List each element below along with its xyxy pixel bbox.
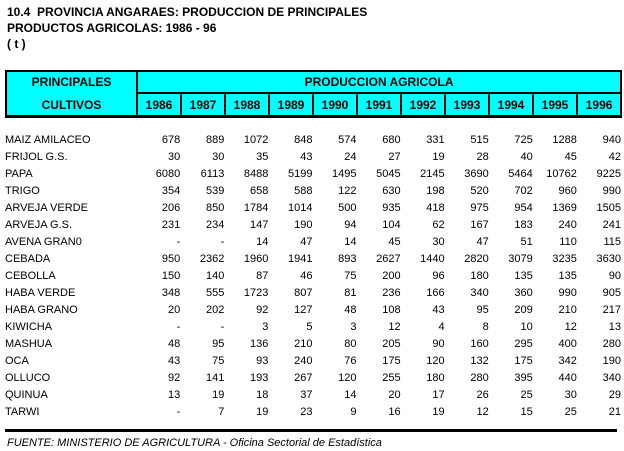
table-row bbox=[5, 302, 621, 319]
value-cell: 1723 bbox=[243, 287, 269, 299]
table-row bbox=[5, 166, 621, 183]
row-label: OCA bbox=[5, 355, 29, 367]
value-cell: 8 bbox=[482, 321, 489, 333]
value-cell: 400 bbox=[558, 338, 577, 350]
value-cell: 960 bbox=[558, 185, 577, 197]
value-cell: 209 bbox=[514, 304, 533, 316]
value-cell: 2145 bbox=[420, 168, 445, 180]
value-cell: 43 bbox=[300, 151, 313, 163]
row-label: QUINUA bbox=[5, 389, 48, 401]
value-cell: 893 bbox=[338, 253, 357, 265]
value-cell: 202 bbox=[205, 304, 225, 316]
value-cell: 12 bbox=[388, 321, 401, 333]
value-cell: 25 bbox=[564, 406, 577, 418]
value-cell: 24 bbox=[344, 151, 357, 163]
value-cell: 3 bbox=[262, 321, 269, 333]
value-cell: 348 bbox=[161, 287, 181, 299]
value-cell: 210 bbox=[294, 338, 313, 350]
value-cell: 574 bbox=[338, 134, 357, 146]
year-header: 1993 bbox=[445, 93, 489, 116]
row-label: HABA VERDE bbox=[5, 287, 76, 299]
title-line-2: PRODUCTOS AGRICOLAS: 1986 - 96 bbox=[7, 21, 217, 35]
row-label: FRIJOL G.S. bbox=[5, 151, 68, 163]
value-cell: 360 bbox=[514, 287, 533, 299]
value-cell: 6080 bbox=[155, 168, 181, 180]
value-cell: 45 bbox=[388, 236, 401, 248]
value-cell: 180 bbox=[470, 270, 489, 282]
value-cell: 115 bbox=[603, 236, 621, 248]
value-cell: 20 bbox=[168, 304, 181, 316]
value-cell: 539 bbox=[205, 185, 225, 197]
value-cell: 702 bbox=[514, 185, 533, 197]
value-cell: 8488 bbox=[243, 168, 269, 180]
value-cell: 19 bbox=[212, 389, 225, 401]
value-cell: 1495 bbox=[332, 168, 357, 180]
footer-divider bbox=[5, 429, 617, 432]
value-cell: 500 bbox=[338, 202, 357, 214]
value-cell: 342 bbox=[558, 355, 577, 367]
value-cell: 236 bbox=[382, 287, 401, 299]
source-note: FUENTE: MINISTERIO DE AGRICULTURA - Oficina Sectorial de Estadística bbox=[7, 437, 382, 449]
value-cell: 30 bbox=[564, 389, 577, 401]
value-cell: 240 bbox=[558, 219, 577, 231]
year-header: 1990 bbox=[313, 93, 357, 116]
value-cell: 210 bbox=[558, 304, 577, 316]
value-cell: 1960 bbox=[243, 253, 269, 265]
value-cell: 19 bbox=[432, 151, 445, 163]
value-cell: 51 bbox=[520, 236, 533, 248]
value-cell: 725 bbox=[514, 134, 533, 146]
value-cell: 850 bbox=[205, 202, 225, 214]
row-label: CEBOLLA bbox=[5, 270, 56, 282]
value-cell: 10762 bbox=[546, 168, 577, 180]
value-cell: 14 bbox=[256, 236, 269, 248]
value-cell: 27 bbox=[388, 151, 401, 163]
value-cell: - bbox=[176, 236, 181, 248]
table-row bbox=[5, 404, 621, 421]
value-cell: 440 bbox=[558, 372, 577, 384]
value-cell: 848 bbox=[294, 134, 313, 146]
value-cell: 889 bbox=[205, 134, 225, 146]
value-cell: 17 bbox=[432, 389, 445, 401]
row-label: TARWI bbox=[5, 406, 40, 418]
table-row bbox=[5, 217, 621, 234]
year-header: 1989 bbox=[269, 93, 313, 116]
value-cell: 16 bbox=[388, 406, 401, 418]
value-cell: 183 bbox=[514, 219, 533, 231]
value-cell: 340 bbox=[470, 287, 489, 299]
value-cell: 28 bbox=[476, 151, 489, 163]
value-cell: 190 bbox=[602, 355, 621, 367]
row-label: KIWICHA bbox=[5, 321, 53, 333]
year-header: 1987 bbox=[181, 93, 225, 116]
table-row bbox=[5, 319, 621, 336]
value-cell: 680 bbox=[382, 134, 401, 146]
value-cell: 267 bbox=[294, 372, 313, 384]
table-row bbox=[5, 183, 621, 200]
value-cell: 21 bbox=[608, 406, 621, 418]
value-cell: 25 bbox=[520, 389, 533, 401]
value-cell: 48 bbox=[344, 304, 357, 316]
value-cell: 990 bbox=[558, 287, 577, 299]
value-cell: 975 bbox=[470, 202, 489, 214]
row-label: MASHUA bbox=[5, 338, 53, 350]
value-cell: 166 bbox=[426, 287, 445, 299]
value-cell: 150 bbox=[161, 270, 181, 282]
value-cell: 75 bbox=[212, 355, 225, 367]
value-cell: 13 bbox=[168, 389, 181, 401]
value-cell: 1941 bbox=[287, 253, 313, 265]
value-cell: 990 bbox=[602, 185, 621, 197]
value-cell: 5045 bbox=[376, 168, 401, 180]
value-cell: 160 bbox=[470, 338, 489, 350]
year-header: 1988 bbox=[225, 93, 269, 116]
value-cell: 3235 bbox=[552, 253, 577, 265]
value-cell: 9 bbox=[350, 406, 357, 418]
value-cell: 935 bbox=[382, 202, 401, 214]
year-header: 1995 bbox=[533, 93, 577, 116]
value-cell: 9225 bbox=[596, 168, 621, 180]
value-cell: 120 bbox=[338, 372, 357, 384]
production-table bbox=[5, 70, 621, 449]
value-cell: 295 bbox=[514, 338, 533, 350]
value-cell: 520 bbox=[470, 185, 489, 197]
value-cell: 47 bbox=[300, 236, 313, 248]
table-row bbox=[5, 149, 621, 166]
row-label: ARVEJA VERDE bbox=[5, 202, 88, 214]
value-cell: 1014 bbox=[287, 202, 313, 214]
value-cell: 3690 bbox=[464, 168, 489, 180]
value-cell: 30 bbox=[432, 236, 445, 248]
table-row bbox=[5, 285, 621, 302]
value-cell: 198 bbox=[426, 185, 445, 197]
value-cell: 515 bbox=[470, 134, 489, 146]
value-cell: 241 bbox=[602, 219, 621, 231]
value-cell: 193 bbox=[250, 372, 269, 384]
value-cell: 3 bbox=[350, 321, 357, 333]
table-row bbox=[5, 234, 621, 251]
value-cell: 135 bbox=[514, 270, 533, 282]
value-cell: - bbox=[176, 406, 181, 418]
value-cell: 140 bbox=[205, 270, 225, 282]
value-cell: 90 bbox=[432, 338, 445, 350]
value-cell: 5199 bbox=[287, 168, 313, 180]
value-cell: 135 bbox=[558, 270, 577, 282]
table-row bbox=[5, 336, 621, 353]
value-cell: 10 bbox=[520, 321, 533, 333]
value-cell: 3079 bbox=[508, 253, 533, 265]
table-row bbox=[5, 251, 621, 268]
value-cell: 905 bbox=[602, 287, 621, 299]
value-cell: 3630 bbox=[596, 253, 621, 265]
year-header: 1996 bbox=[577, 93, 621, 116]
row-label: TRIGO bbox=[5, 185, 40, 197]
value-cell: 94 bbox=[344, 219, 357, 231]
table-body bbox=[5, 132, 621, 421]
corner-line-1: PRINCIPALES bbox=[31, 75, 112, 89]
value-cell: 90 bbox=[608, 270, 621, 282]
value-cell: 147 bbox=[250, 219, 269, 231]
value-cell: 141 bbox=[205, 372, 225, 384]
title-line-3: ( t ) bbox=[7, 37, 26, 51]
value-cell: 280 bbox=[470, 372, 489, 384]
row-label: MAIZ AMILACEO bbox=[5, 134, 91, 146]
value-cell: 48 bbox=[168, 338, 181, 350]
value-cell: 136 bbox=[250, 338, 269, 350]
value-cell: 1440 bbox=[420, 253, 445, 265]
value-cell: 20 bbox=[388, 389, 401, 401]
page-title bbox=[7, 4, 367, 52]
value-cell: 14 bbox=[344, 236, 357, 248]
value-cell: 190 bbox=[294, 219, 313, 231]
value-cell: 46 bbox=[300, 270, 313, 282]
value-cell: 395 bbox=[514, 372, 533, 384]
value-cell: 96 bbox=[432, 270, 445, 282]
value-cell: 217 bbox=[602, 304, 621, 316]
value-cell: 200 bbox=[382, 270, 401, 282]
value-cell: 19 bbox=[432, 406, 445, 418]
value-cell: 555 bbox=[205, 287, 225, 299]
value-cell: 95 bbox=[476, 304, 489, 316]
value-cell: 26 bbox=[476, 389, 489, 401]
value-cell: 354 bbox=[161, 185, 181, 197]
value-cell: 5464 bbox=[508, 168, 533, 180]
value-cell: 110 bbox=[559, 236, 577, 248]
year-header: 1992 bbox=[401, 93, 445, 116]
value-cell: 47 bbox=[476, 236, 489, 248]
value-cell: 175 bbox=[382, 355, 401, 367]
value-cell: 2362 bbox=[199, 253, 225, 265]
row-label: OLLUCO bbox=[5, 372, 51, 384]
value-cell: 1288 bbox=[552, 134, 577, 146]
group-header-cell: PRODUCCION AGRICOLA bbox=[137, 71, 621, 93]
value-cell: 206 bbox=[161, 202, 181, 214]
year-header: 1986 bbox=[137, 93, 181, 116]
value-cell: - bbox=[176, 321, 181, 333]
value-cell: 167 bbox=[470, 219, 489, 231]
value-cell: 180 bbox=[426, 372, 445, 384]
value-cell: 18 bbox=[256, 389, 269, 401]
value-cell: 807 bbox=[294, 287, 313, 299]
value-cell: 76 bbox=[344, 355, 357, 367]
value-cell: 14 bbox=[344, 389, 357, 401]
value-cell: 678 bbox=[161, 134, 181, 146]
value-cell: 120 bbox=[426, 355, 445, 367]
value-cell: 95 bbox=[212, 338, 225, 350]
value-cell: 108 bbox=[382, 304, 401, 316]
value-cell: 1072 bbox=[243, 134, 269, 146]
value-cell: 418 bbox=[426, 202, 445, 214]
row-label: ARVEJA G.S. bbox=[5, 219, 73, 231]
value-cell: 43 bbox=[432, 304, 445, 316]
value-cell: 29 bbox=[608, 389, 621, 401]
value-cell: 7 bbox=[218, 406, 225, 418]
value-cell: 92 bbox=[168, 372, 181, 384]
value-cell: 23 bbox=[300, 406, 313, 418]
value-cell: 42 bbox=[608, 151, 621, 163]
value-cell: 630 bbox=[382, 185, 401, 197]
value-cell: 205 bbox=[382, 338, 401, 350]
value-cell: 5 bbox=[306, 321, 313, 333]
table-row bbox=[5, 268, 621, 285]
value-cell: 15 bbox=[520, 406, 533, 418]
value-cell: 2820 bbox=[464, 253, 489, 265]
value-cell: 127 bbox=[294, 304, 313, 316]
table-row bbox=[5, 132, 621, 149]
value-cell: - bbox=[220, 236, 225, 248]
value-cell: 4 bbox=[438, 321, 445, 333]
value-cell: 175 bbox=[514, 355, 533, 367]
value-cell: 13 bbox=[608, 321, 621, 333]
table-header bbox=[5, 70, 622, 118]
corner-header-cell bbox=[6, 71, 137, 117]
value-cell: 30 bbox=[212, 151, 225, 163]
value-cell: 231 bbox=[161, 219, 181, 231]
value-cell: 1784 bbox=[243, 202, 269, 214]
value-cell: 45 bbox=[564, 151, 577, 163]
value-cell: 588 bbox=[294, 185, 313, 197]
value-cell: 240 bbox=[294, 355, 313, 367]
value-cell: 12 bbox=[564, 321, 577, 333]
value-cell: 340 bbox=[602, 372, 621, 384]
value-cell: 1369 bbox=[552, 202, 577, 214]
value-cell: 104 bbox=[382, 219, 401, 231]
year-header: 1991 bbox=[357, 93, 401, 116]
value-cell: 2627 bbox=[376, 253, 401, 265]
value-cell: 40 bbox=[520, 151, 533, 163]
table-row bbox=[5, 387, 621, 404]
value-cell: 43 bbox=[168, 355, 181, 367]
value-cell: 93 bbox=[256, 355, 269, 367]
value-cell: - bbox=[220, 321, 225, 333]
value-cell: 1505 bbox=[596, 202, 621, 214]
value-cell: 87 bbox=[256, 270, 269, 282]
value-cell: 80 bbox=[344, 338, 357, 350]
table-row bbox=[5, 370, 621, 387]
value-cell: 280 bbox=[602, 338, 621, 350]
value-cell: 954 bbox=[514, 202, 533, 214]
value-cell: 234 bbox=[205, 219, 225, 231]
header-row-group bbox=[6, 71, 621, 93]
value-cell: 62 bbox=[432, 219, 445, 231]
value-cell: 6113 bbox=[200, 168, 225, 180]
value-cell: 132 bbox=[470, 355, 489, 367]
table-row bbox=[5, 353, 621, 370]
title-line-1: 10.4 PROVINCIA ANGARAES: PRODUCCION DE PRINCIPALES bbox=[7, 5, 368, 19]
value-cell: 658 bbox=[250, 185, 269, 197]
value-cell: 35 bbox=[256, 151, 269, 163]
value-cell: 255 bbox=[382, 372, 401, 384]
row-label: CEBADA bbox=[5, 253, 51, 265]
value-cell: 940 bbox=[602, 134, 621, 146]
year-header: 1994 bbox=[489, 93, 533, 116]
row-label: AVENA GRAN0 bbox=[5, 236, 82, 248]
row-label: HABA GRANO bbox=[5, 304, 78, 316]
row-label: PAPA bbox=[5, 168, 33, 180]
value-cell: 19 bbox=[256, 406, 269, 418]
value-cell: 92 bbox=[256, 304, 269, 316]
value-cell: 30 bbox=[168, 151, 181, 163]
table-row bbox=[5, 200, 621, 217]
value-cell: 37 bbox=[300, 389, 313, 401]
value-cell: 950 bbox=[161, 253, 181, 265]
corner-line-2: CULTIVOS bbox=[41, 98, 102, 112]
value-cell: 81 bbox=[344, 287, 357, 299]
value-cell: 331 bbox=[426, 134, 445, 146]
value-cell: 12 bbox=[476, 406, 489, 418]
value-cell: 122 bbox=[338, 185, 357, 197]
value-cell: 75 bbox=[344, 270, 357, 282]
